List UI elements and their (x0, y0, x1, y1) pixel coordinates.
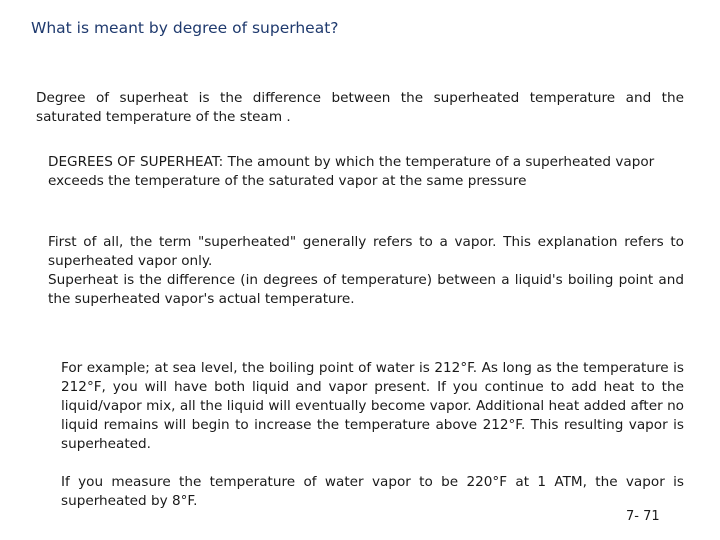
page-number: 7- 71 (626, 509, 660, 524)
explanation-line-2: Superheat is the difference (in degrees of temperature) between a liquid's boiling point and the superheated vapor's actual temperature. (48, 272, 684, 307)
example-paragraph: For example; at sea level, the boiling point of water is 212°F. As long as the temperature is 212°F, you will have both liquid and vapor present. If you continue to add heat to the liquid/vapor mix, all the liquid will eventually become vapor. Additional heat added after no liquid remains will begin to increase the temperature above 212°F. This resulting vapor is superheated. (61, 360, 684, 452)
explanation-paragraph (48, 233, 684, 309)
definition-paragraph: Degree of superheat is the difference between the superheated temperature and the saturated temperature of the steam . (36, 90, 684, 125)
slide-title: What is meant by degree of superheat? (31, 19, 339, 37)
explanation-line-1: First of all, the term "superheated" generally refers to a vapor. This explanation refers to superheated vapor only. (48, 234, 684, 269)
measurement-paragraph: If you measure the temperature of water vapor to be 220°F at 1 ATM, the vapor is superheated by 8°F. (61, 474, 684, 509)
degrees-of-superheat-paragraph: DEGREES OF SUPERHEAT: The amount by which the temperature of a superheated vapor exceeds the temperature of the saturated vapor at the same pressure (48, 154, 655, 189)
